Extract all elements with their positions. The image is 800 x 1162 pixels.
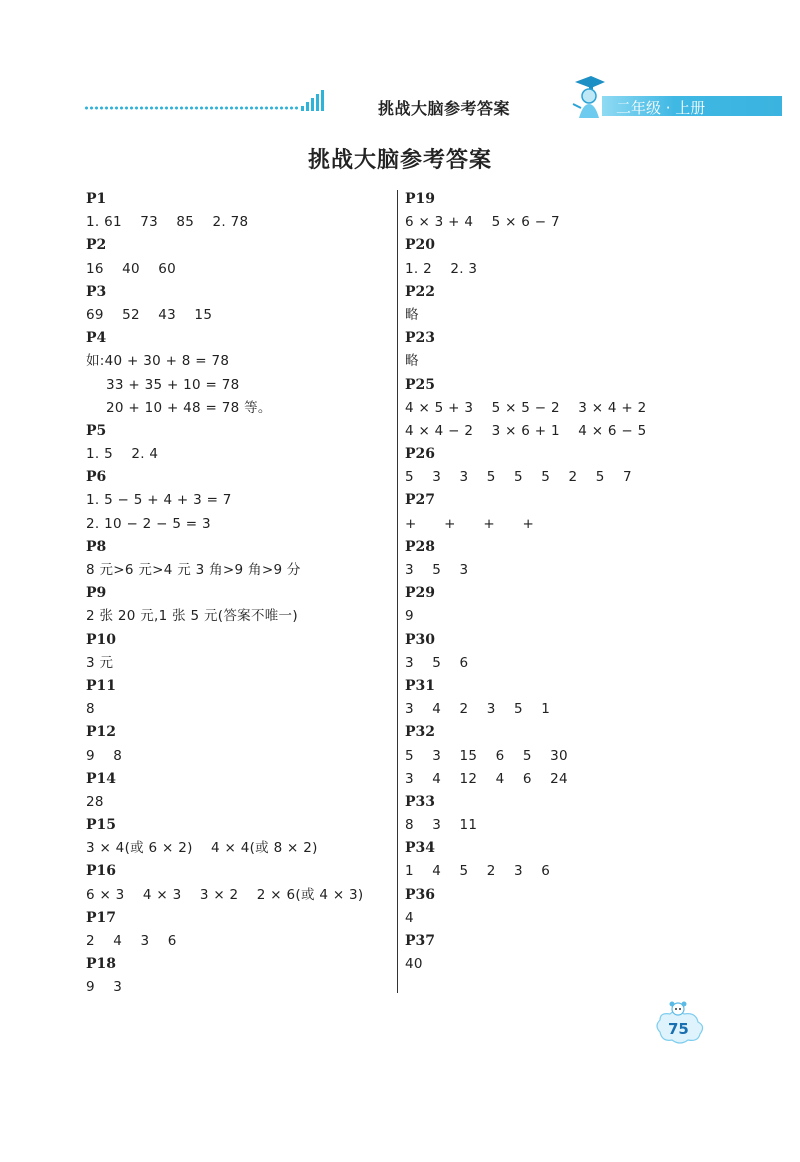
page-number: 75 [668,1020,689,1038]
grade-label: 二年级 · 上册 [616,99,706,117]
answer-line: 28 [86,793,104,810]
answer-line: 2 4 3 6 [86,933,177,949]
answer-line: 6 × 3 + 4 5 × 6 − 7 [405,214,560,231]
page-heading: P26 [405,446,436,463]
page-heading: P12 [86,724,117,741]
answer-line: 1. 2 2. 3 [405,260,478,277]
page-heading: P28 [405,538,436,555]
answer-line: 1. 5 2. 4 [86,446,159,463]
answer-line: 1. 5 − 5 + 4 + 3 = 7 [86,492,232,509]
page-heading: P22 [405,283,436,300]
answer-line: 5 3 15 6 5 30 [405,747,568,764]
answer-line: 3 5 3 [405,562,469,578]
answer-line: 2 张 20 元,1 张 5 元(答案不唯一) [86,608,298,625]
page-heading: P11 [86,677,117,694]
answer-line: 69 52 43 15 [86,306,213,323]
answer-line: 2. 10 − 2 − 5 = 3 [86,515,211,532]
page-heading: P3 [86,283,107,300]
page-heading: P31 [405,677,436,694]
right-answer-column [405,188,647,976]
answer-line: 4 × 5 + 3 5 × 5 − 2 3 × 4 + 2 [405,399,647,416]
answer-line: 9 8 [86,747,123,764]
page-heading: P2 [86,237,107,254]
page-heading: P20 [405,237,436,254]
answer-line: 如:40 + 30 + 8 = 78 [86,353,230,370]
page-heading: P8 [86,538,107,555]
answer-line: + + + + [405,515,535,532]
page-heading: P10 [86,631,117,648]
header-title: 挑战大脑参考答案 [378,99,511,118]
left-answer-column [86,188,363,1000]
answer-line: 6 × 3 4 × 3 3 × 2 2 × 6(或 4 × 3) [86,886,364,903]
answer-line: 20 + 10 + 48 = 78 等。 [106,399,272,416]
page-heading: P1 [86,191,107,207]
page-heading: P37 [405,933,436,949]
column-divider [397,190,398,993]
page-heading: P17 [86,909,117,926]
page-heading: P4 [86,330,107,347]
page-heading: P36 [405,886,436,903]
page-heading: P32 [405,724,436,741]
header-dotted-line [84,106,300,110]
answer-line: 9 3 [86,979,123,996]
grade-banner [602,96,782,116]
answer-line: 33 + 35 + 10 = 78 [106,376,240,393]
answer-line: 8 3 11 [405,817,478,834]
answer-line: 16 40 60 [86,260,177,277]
answer-line: 8 [86,701,95,718]
answer-line: 3 × 4(或 6 × 2) 4 × 4(或 8 × 2) [86,840,318,857]
answer-line: 3 4 2 3 5 1 [405,701,551,718]
answer-line: 3 元 [86,654,114,671]
answer-line: 3 4 12 4 6 24 [405,770,568,787]
page-heading: P16 [86,863,117,880]
answer-line: 略 [405,306,419,323]
page-title: 挑战大脑参考答案 [307,147,492,173]
page-heading: P23 [405,330,436,347]
header-bars-icon [300,88,324,112]
page-heading: P15 [86,817,117,834]
answer-line: 1 4 5 2 3 6 [405,863,551,880]
answer-line: 9 [405,608,414,625]
answer-line: 8 元>6 元>4 元 3 角>9 角>9 分 [86,562,301,578]
page-heading: P19 [405,191,436,207]
answer-line: 4 [405,909,414,926]
page-heading: P34 [405,840,436,857]
page-heading: P14 [86,770,117,787]
answer-line: 40 [405,956,423,973]
page-number-badge [652,1000,708,1048]
answer-line: 4 × 4 − 2 3 × 6 + 1 4 × 6 − 5 [405,422,647,439]
page-heading: P18 [86,956,117,973]
page-heading: P30 [405,631,436,648]
page-heading: P33 [405,793,436,810]
answer-line: 5 3 3 5 5 5 2 5 7 [405,469,632,486]
answer-line: 略 [405,353,419,370]
answer-line: 1. 61 73 85 2. 78 [86,214,249,231]
page-heading: P27 [405,492,436,509]
page-heading: P6 [86,469,107,486]
page-heading: P25 [405,376,436,393]
page-heading: P9 [86,585,107,602]
page-heading: P29 [405,585,436,602]
answer-line: 3 5 6 [405,654,469,671]
page-heading: P5 [86,422,107,439]
